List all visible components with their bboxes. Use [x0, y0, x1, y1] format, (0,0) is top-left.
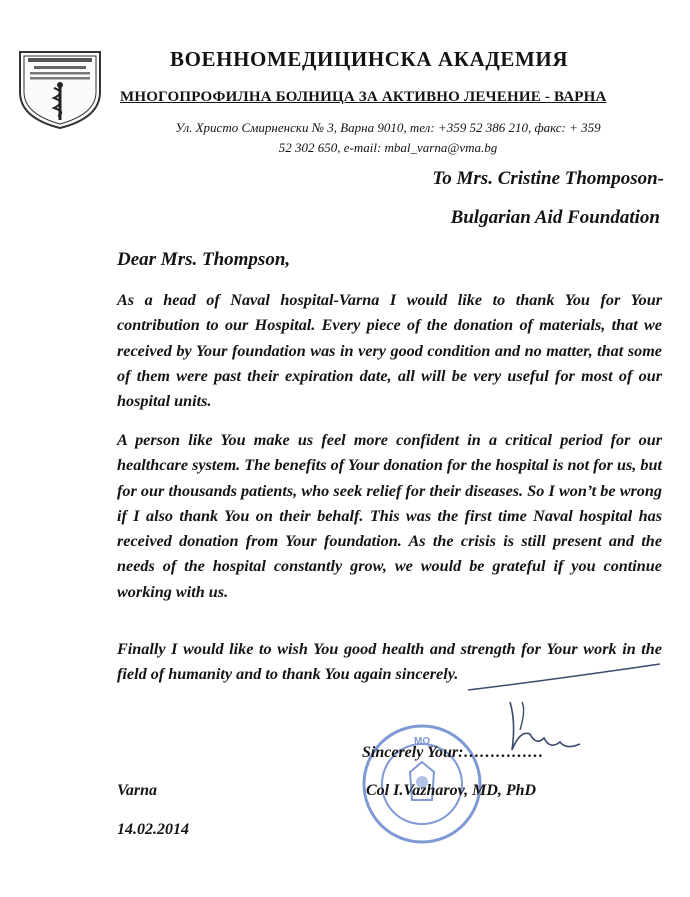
hospital-emblem-icon	[14, 48, 106, 130]
recipient-organization: Bulgarian Aid Foundation	[450, 207, 660, 228]
body-paragraph-2: A person like You make us feel more confident in a critical period for our healthcare system. The benefits of Your donation for the hospital is not for us, but for our thousands patients, who seek relief for their diseases. So I won’t be wrong if I also thank You on their behalf. This was the first time Naval hospital has received donation from Your foundation. As the crisis is still present and the needs of the hospital constantly grow, we would be grateful if you continue working with us.	[117, 431, 662, 601]
address-line-1: Ул. Христо Смирненски № 3, Варна 9010, тел: +359 52 386 210, факс: + 359	[175, 120, 601, 135]
signatory-name: Col I.Vazharov, MD, PhD	[366, 782, 537, 799]
salutation: Dear Mrs. Thompson,	[117, 249, 291, 270]
org-address	[128, 118, 648, 158]
recipient-name: To Mrs. Cristine Thomposon-	[432, 168, 664, 189]
closing: Sincerely Your:……………	[362, 744, 544, 761]
place: Varna	[117, 782, 158, 799]
address-line-2: 52 302 650, e-mail: mbal_varna@vma.bg	[278, 140, 498, 155]
date: 14.02.2014	[117, 821, 189, 838]
org-title: ВОЕННОМЕДИЦИНСКА АКАДЕМИЯ	[170, 47, 569, 71]
body-paragraph-1: As a head of Naval hospital-Varna I would like to thank You for Your contribution to our Hospital. Every piece of the donation of materials, that we received by Your foundation was in very good condition and no matter, that some of them were past their expiration date, all will be very useful for most of our hospital units.	[117, 291, 662, 411]
body-paragraph-3: Finally I would like to wish You good health and strength for Your work in the field of humanity and to thank You again sincerely.	[117, 640, 662, 684]
org-subtitle: МНОГОПРОФИЛНА БОЛНИЦА ЗА АКТИВНО ЛЕЧЕНИЕ - ВАРНА	[120, 89, 607, 105]
handwritten-signature-icon	[460, 650, 690, 760]
svg-text:МО: МО	[414, 736, 431, 747]
